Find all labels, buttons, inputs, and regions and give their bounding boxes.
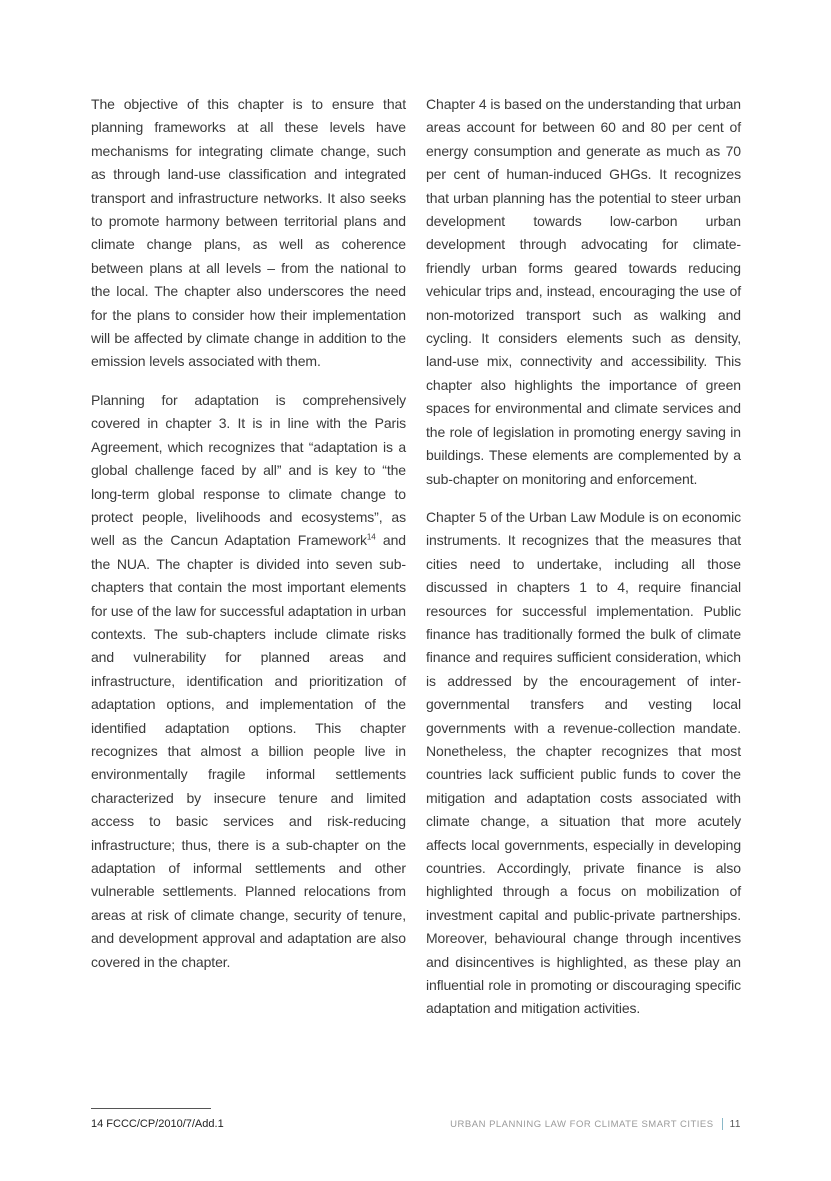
page-footer xyxy=(450,1118,741,1130)
paragraph-adaptation-part1: Planning for adaptation is comprehensively covered in chapter 3. It is in line with the Paris Agreement, which recognizes that “adaptation is a global challenge faced by all” and is key to “the long-term global response to climate change to protect people, livelihoods and ecosystems”, as well as the Cancun Adaptation Framework xyxy=(91,391,406,549)
page-number: 11 xyxy=(729,1118,741,1130)
left-column xyxy=(91,93,406,989)
footer-separator xyxy=(722,1118,723,1130)
footnote-14: 14 FCCC/CP/2010/7/Add.1 xyxy=(91,1118,224,1130)
paragraph-chapter-5: Chapter 5 of the Urban Law Module is on economic instruments. It recognizes that the measures that cities need to undertake, including all those discussed in chapters 1 to 4, require financial resources for successful implementation. Public finance has traditionally formed the bulk of climate finance and requires sufficient consideration, which is addressed by the encouragement of inter-governmental transfers and vesting local governments with a revenue-collection mandate. Nonetheless, the chapter recognizes that most countries lack sufficient public funds to cover the mitigation and adaptation costs associated with climate change, a situation that more acutely affects local governments, especially in developing countries. Accordingly, private finance is also highlighted through a focus on mobilization of investment capital and public-private partnerships. Moreover, behavioural change through incentives and disincentives is highlighted, as these play an influential role in promoting or discouraging specific adaptation and mitigation activities. xyxy=(426,508,741,1017)
paragraph-chapter-4: Chapter 4 is based on the understanding that urban areas account for between 60 and 80 per cent of energy consumption and generate as much as 70 per cent of human-induced GHGs. It recognizes that urban planning has the potential to steer urban development towards low-carbon urban development through advocating for climate-friendly urban forms geared towards reducing vehicular trips and, instead, encouraging the use of non-motorized transport such as walking and cycling. It considers elements such as density, land-use mix, connectivity and accessibility. This chapter also highlights the importance of green spaces for environmental and climate services and the role of legislation in promoting energy saving in buildings. These elements are complemented by a sub-chapter on monitoring and enforcement. xyxy=(426,96,741,487)
footnote-reference-14[interactable]: 14 xyxy=(366,532,376,542)
paragraph-chapter-objective: The objective of this chapter is to ensure that planning frameworks at all these levels have mechanisms for integrating climate change, such as through land-use classification and integrated transport and infrastructure networks. It also seeks to promote harmony between territorial plans and climate change plans, as well as coherence between plans at all levels – from the national to the local. The chapter also underscores the need for the plans to consider how their implementation will be affected by climate change in addition to the emission levels associated with them. xyxy=(91,96,406,370)
right-column xyxy=(426,93,741,1036)
paragraph-adaptation xyxy=(91,389,406,974)
footnote-divider xyxy=(91,1108,211,1109)
running-title: URBAN PLANNING LAW FOR CLIMATE SMART CITIES xyxy=(450,1118,714,1130)
paragraph-adaptation-part2: and the NUA. The chapter is divided into seven sub-chapters that contain the most important elements for use of the law for successful adaptation in urban contexts. The sub-chapters include climate risks and vulnerability for planned areas and infrastructure, identification and prioritization of adaptation options, and implementation of the identified adaptation options. This chapter recognizes that almost a billion people live in environmentally fragile informal settlements characterized by insecure tenure and limited access to basic services and risk-reducing infrastructure; thus, there is a sub-chapter on the adaptation of informal settlements and other vulnerable settlements. Planned relocations from areas at risk of climate change, security of tenure, and development approval and adaptation are also covered in the chapter. xyxy=(91,532,406,970)
